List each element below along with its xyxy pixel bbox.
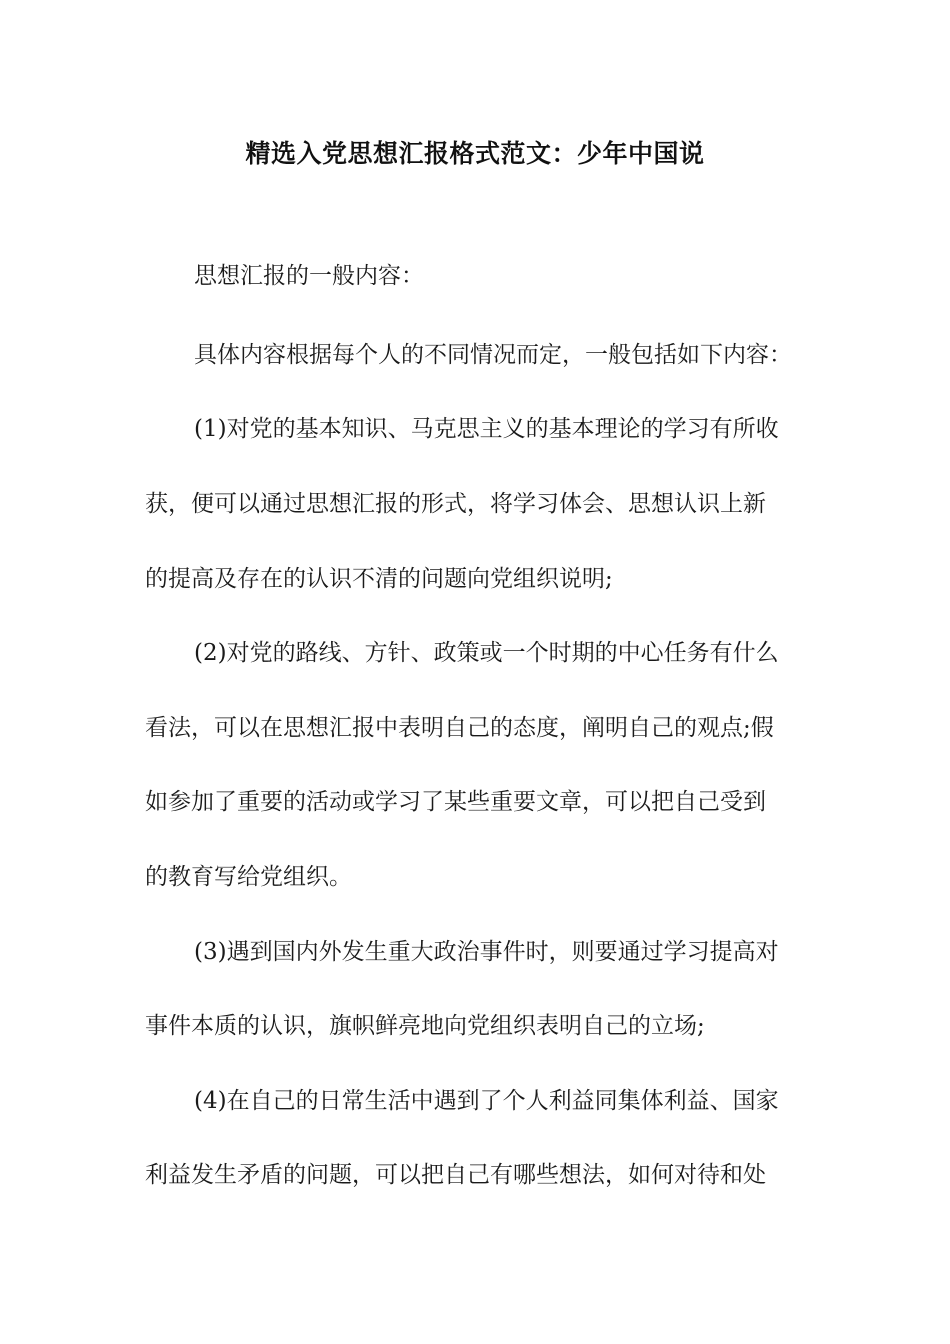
text-line: 如参加了重要的活动或学习了某些重要文章，可以把自己受到 [145,789,766,815]
text-line: 事件本质的认识，旗帜鲜亮地向党组织表明自己的立场; [145,1013,705,1039]
text-line: (2)对党的路线、方针、政策或一个时期的中心任务有什么 [194,640,779,666]
document-title: 精选入党思想汇报格式范文：少年中国说 [245,139,705,168]
text-line: 看法，可以在思想汇报中表明自己的态度，阐明自己的观点;假 [145,715,774,741]
text-line: 思想汇报的一般内容： [194,263,424,289]
text-line: (1)对党的基本知识、马克思主义的基本理论的学习有所收 [194,416,779,442]
text-line: 利益发生矛盾的问题，可以把自己有哪些想法，如何对待和处 [145,1162,766,1188]
text-line: (4)在自己的日常生活中遇到了个人利益同集体利益、国家 [194,1088,779,1114]
text-line: 的教育写给党组织。 [145,864,352,890]
text-line: (3)遇到国内外发生重大政治事件时，则要通过学习提高对 [194,939,779,965]
text-line: 获，便可以通过思想汇报的形式，将学习体会、思想认识上新 [145,491,766,517]
text-line: 具体内容根据每个人的不同情况而定，一般包括如下内容： [194,342,792,368]
text-line: 的提高及存在的认识不清的问题向党组织说明; [145,566,613,592]
